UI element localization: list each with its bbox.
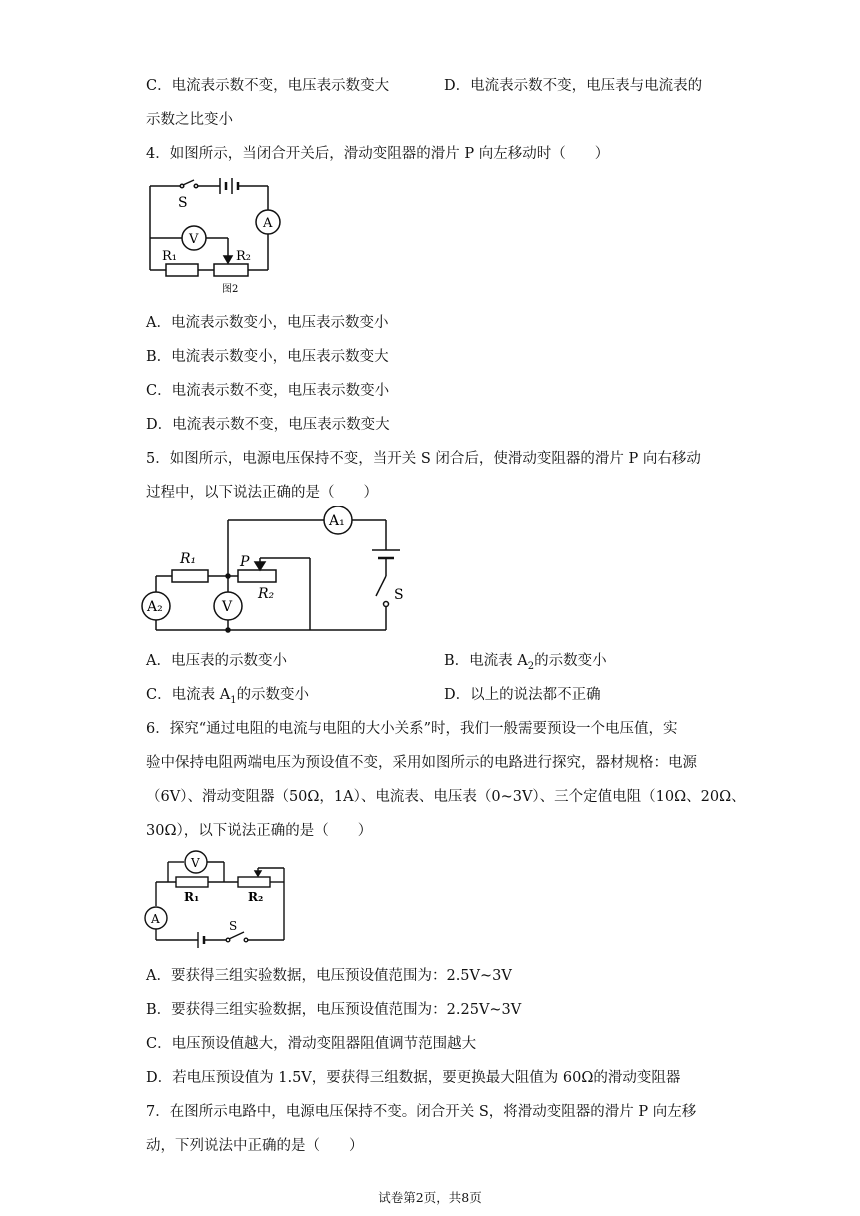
q7-stem-line2: 动，下列说法中正确的是（ ）	[146, 1138, 364, 1154]
q6-option-c: C．电压预设值越大，滑动变阻器阻值调节范围越大	[146, 1036, 477, 1052]
q3-option-c: C．电流表示数不变，电压表示数变大	[146, 78, 390, 94]
q6-stem-line4: 30Ω），以下说法正确的是（ ）	[146, 823, 373, 839]
q5-option-d: D．以上的说法都不正确	[444, 687, 601, 703]
q4-circuit-diagram	[140, 172, 300, 298]
q6-option-d: D．若电压预设值为 1.5V，要获得三组数据，要更换最大阻值为 60Ω的滑动变阻器	[146, 1070, 681, 1086]
q4-label-s: S	[178, 195, 188, 211]
q6-label-r1: R₁	[184, 890, 200, 904]
q6-label-r2: R₂	[248, 890, 264, 904]
q4-figure-caption: 图2	[222, 284, 239, 295]
q5-stem-line2: 过程中，以下说法正确的是（ ）	[146, 485, 378, 501]
q5-label-voltmeter: V	[222, 599, 233, 615]
q6-label-ammeter: A	[151, 912, 160, 926]
q5-label-s: S	[394, 587, 404, 603]
q6-label-s: S	[229, 919, 238, 933]
q5-option-a: A．电压表的示数变小	[146, 653, 287, 669]
q3-option-d: D．电流表示数不变，电压表与电流表的	[444, 78, 703, 94]
q4-label-r1: R₁	[162, 249, 177, 264]
q5-circuit-diagram	[140, 506, 420, 636]
q4-option-d: D．电流表示数不变，电压表示数变大	[146, 417, 390, 433]
q5-stem-line1: 5．如图所示，电源电压保持不变，当开关 S 闭合后，使滑动变阻器的滑片 P 向右移动	[146, 451, 701, 467]
q4-option-b: B．电流表示数变小，电压表示数变大	[146, 349, 389, 365]
q4-label-ammeter: A	[263, 216, 273, 231]
q6-stem-line2: 验中保持电阻两端电压为预设值不变，采用如图所示的电路进行探究，器材规格：电源	[146, 755, 697, 771]
q4-stem: 4．如图所示，当闭合开关后，滑动变阻器的滑片 P 向左移动时（ ）	[146, 146, 610, 162]
q5-label-p: P	[240, 554, 250, 570]
page-footer: 试卷第2页，共8页	[378, 1190, 482, 1205]
q5-label-a1: A₁	[329, 513, 345, 529]
q6-circuit-diagram	[140, 846, 296, 952]
q4-option-a: A．电流表示数变小，电压表示数变小	[146, 315, 389, 331]
q3-option-d-continued: 示数之比变小	[146, 112, 233, 128]
q6-label-voltmeter: V	[191, 856, 200, 870]
q7-stem-line1: 7．在图所示电路中，电源电压保持不变。闭合开关 S，将滑动变阻器的滑片 P 向左移	[146, 1104, 697, 1120]
q4-option-c: C．电流表示数不变，电压表示数变小	[146, 383, 390, 399]
q4-label-voltmeter: V	[189, 232, 199, 247]
q6-option-b: B．要获得三组实验数据，电压预设值范围为：2.25V~3V	[146, 1002, 522, 1018]
q5-label-r2: R₂	[258, 586, 275, 602]
q5-label-r1: R₁	[180, 551, 197, 567]
q5-option-c: C．电流表 $A_1$的示数变小	[146, 687, 310, 706]
q4-label-r2: R₂	[236, 249, 251, 264]
q5-label-a2: A₂	[147, 599, 163, 615]
q6-stem-line1: 6．探究“通过电阻的电流与电阻的大小关系”时，我们一般需要预设一个电压值，实	[146, 721, 678, 737]
q6-stem-line3: （6V）、滑动变阻器（50Ω，1A）、电流表、电压表（0~3V）、三个定值电阻（10Ω、20Ω、	[146, 789, 746, 805]
q5-option-b: B．电流表 $A_2$的示数变小	[444, 653, 607, 672]
q6-option-a: A．要获得三组实验数据，电压预设值范围为：2.5V~3V	[146, 968, 512, 984]
